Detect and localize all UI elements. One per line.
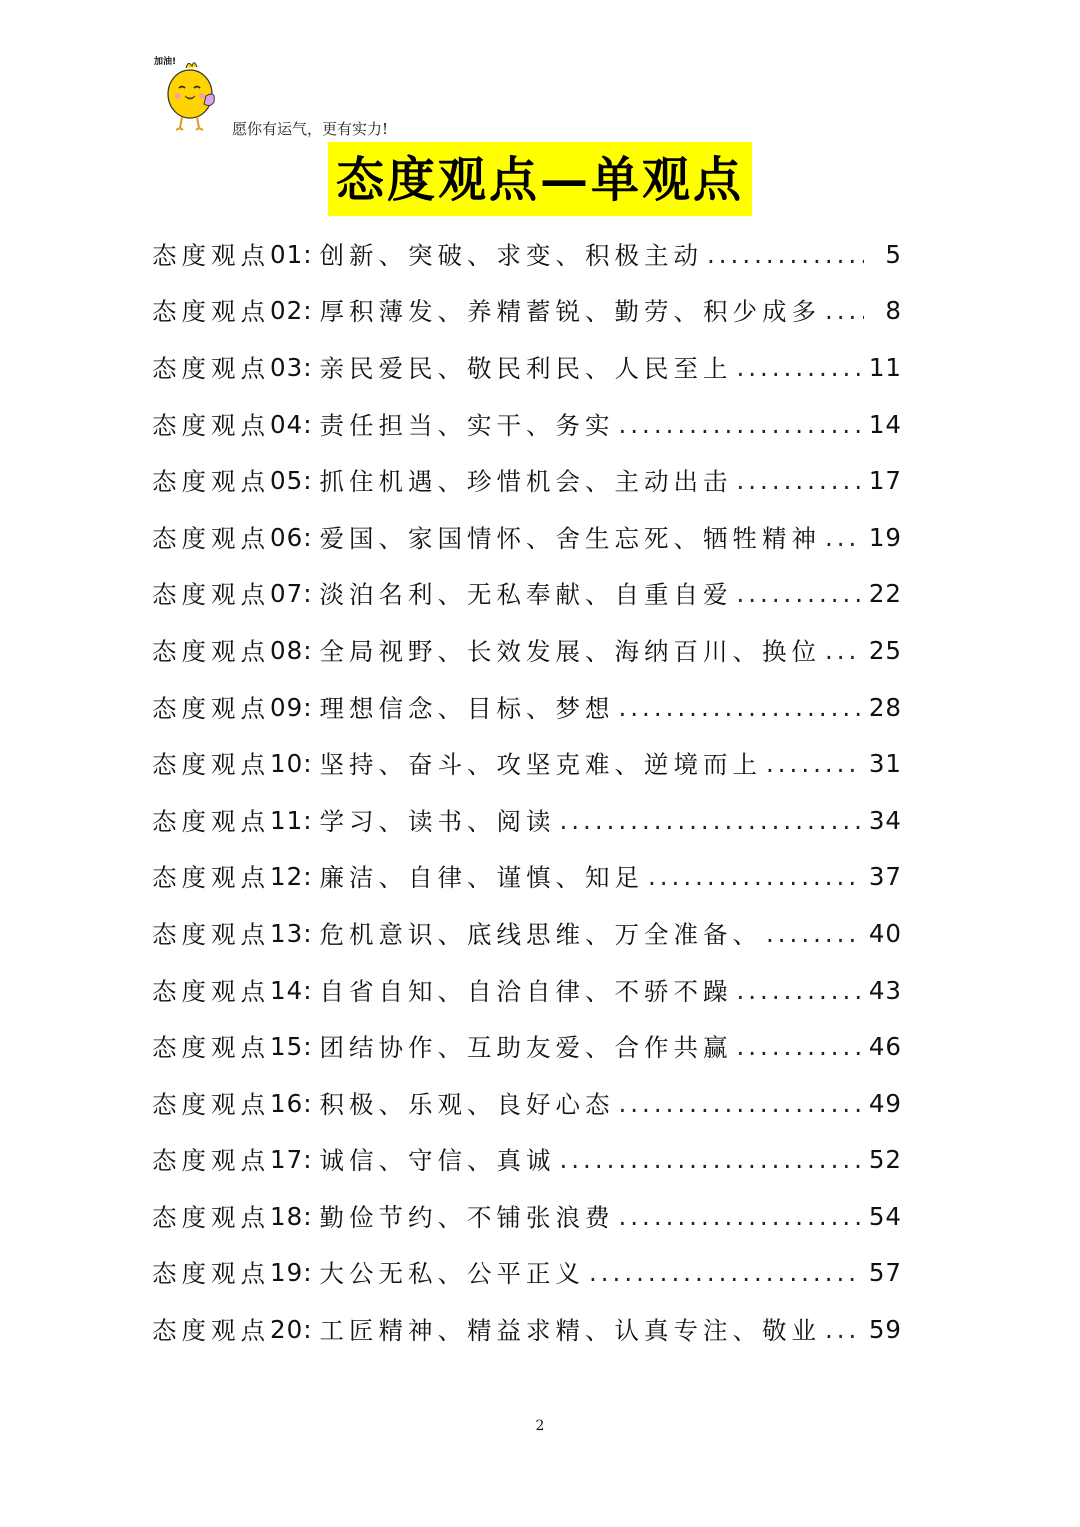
toc-entry[interactable] (152, 735, 902, 792)
toc-entry-label: 淡泊名利、无私奉献、自重自爱 (319, 580, 733, 610)
toc-entry-number: 11 (270, 805, 304, 835)
toc-entry-label: 诚信、守信、真诚 (319, 1146, 556, 1176)
toc-entry-page: 43 (868, 975, 902, 1005)
toc-entry-label: 厚积薄发、养精蓄锐、勤劳、积少成多 (319, 297, 821, 327)
section-title: 态度观点—单观点 (328, 142, 752, 216)
toc-dot-leader (589, 1258, 861, 1287)
toc-dot-leader (559, 1145, 860, 1174)
title-container (0, 142, 1080, 216)
toc-entry-prefix: 态度观点 (152, 353, 270, 383)
toc-entry-page: 54 (868, 1201, 902, 1231)
toc-entry-number: 06 (270, 522, 304, 552)
toc-entry-page: 34 (868, 805, 902, 835)
toc-entry-page: 14 (868, 409, 902, 439)
cheering-chick-mascot (152, 50, 228, 132)
toc-dot-leader (766, 749, 861, 778)
toc-entry-number: 13 (270, 918, 304, 948)
toc-entry[interactable] (152, 1245, 902, 1302)
toc-entry-number: 17 (270, 1145, 304, 1175)
toc-entry-separator: : (303, 805, 312, 835)
toc-entry-page: 17 (868, 466, 902, 496)
toc-entry-separator: : (303, 352, 312, 382)
toc-entry-label: 廉洁、自律、谨慎、知足 (319, 863, 644, 893)
toc-entry[interactable] (152, 566, 902, 623)
toc-entry[interactable] (152, 1075, 902, 1132)
toc-entry[interactable] (152, 849, 902, 906)
toc-dot-leader (766, 919, 861, 948)
toc-dot-leader (618, 693, 860, 722)
toc-entry-separator: : (303, 522, 312, 552)
toc-entry-prefix: 态度观点 (152, 636, 270, 666)
toc-entry-prefix: 态度观点 (152, 410, 270, 440)
toc-dot-leader (559, 806, 860, 835)
toc-entry-page: 22 (868, 579, 902, 609)
toc-entry[interactable] (152, 283, 902, 340)
toc-entry-separator: : (303, 749, 312, 779)
table-of-contents (152, 226, 902, 1358)
toc-entry-separator: : (303, 862, 312, 892)
toc-entry[interactable] (152, 679, 902, 736)
motto-text: 愿你有运气，更有实力! (232, 120, 389, 138)
mascot-badge-text: 加油! (154, 57, 177, 67)
toc-entry-number: 15 (270, 1032, 304, 1062)
toc-entry-page: 49 (868, 1088, 902, 1118)
toc-entry-separator: : (303, 1088, 312, 1118)
toc-entry-number: 09 (270, 692, 304, 722)
toc-entry-number: 19 (270, 1258, 304, 1288)
toc-entry-page: 8 (885, 296, 902, 326)
toc-entry-prefix: 态度观点 (152, 863, 270, 893)
toc-dot-leader (736, 466, 860, 495)
toc-entry-page: 57 (868, 1258, 902, 1288)
toc-entry[interactable] (152, 962, 902, 1019)
toc-entry-number: 14 (270, 975, 304, 1005)
toc-entry-label: 勤俭节约、不铺张浪费 (319, 1202, 615, 1232)
toc-entry-label: 大公无私、公平正义 (319, 1259, 585, 1289)
toc-entry-separator: : (303, 409, 312, 439)
toc-entry-separator: : (303, 975, 312, 1005)
toc-entry-separator: : (303, 635, 312, 665)
toc-entry-number: 12 (270, 862, 304, 892)
toc-entry-number: 16 (270, 1088, 304, 1118)
page-number: 2 (535, 1418, 545, 1434)
toc-entry-label: 团结协作、互助友爱、合作共赢 (319, 1033, 733, 1063)
toc-dot-leader (736, 976, 860, 1005)
toc-dot-leader (618, 410, 860, 439)
toc-entry-separator: : (303, 1201, 312, 1231)
toc-entry[interactable] (152, 792, 902, 849)
toc-entry-label: 抓住机遇、珍惜机会、主动出击 (319, 467, 733, 497)
toc-entry-prefix: 态度观点 (152, 580, 270, 610)
toc-entry-number: 03 (270, 352, 304, 382)
toc-entry-number: 05 (270, 466, 304, 496)
toc-entry-page: 37 (868, 862, 902, 892)
toc-entry-separator: : (303, 1258, 312, 1288)
toc-entry-number: 20 (270, 1315, 304, 1345)
toc-entry[interactable] (152, 1132, 902, 1189)
toc-entry-number: 10 (270, 749, 304, 779)
toc-entry-separator: : (303, 296, 312, 326)
toc-entry[interactable] (152, 905, 902, 962)
toc-entry-page: 28 (868, 692, 902, 722)
toc-entry-label: 坚持、奋斗、攻坚克难、逆境而上 (319, 750, 762, 780)
toc-entry-label: 理想信念、目标、梦想 (319, 693, 615, 723)
toc-dot-leader (825, 636, 861, 665)
toc-entry-separator: : (303, 579, 312, 609)
toc-entry-page: 25 (868, 635, 902, 665)
toc-entry-prefix: 态度观点 (152, 976, 270, 1006)
toc-entry-prefix: 态度观点 (152, 750, 270, 780)
toc-entry-page: 31 (868, 749, 902, 779)
toc-entry[interactable] (152, 622, 902, 679)
toc-entry-prefix: 态度观点 (152, 297, 270, 327)
toc-entry-prefix: 态度观点 (152, 693, 270, 723)
toc-dot-leader (648, 862, 861, 891)
toc-entry-page: 5 (885, 239, 902, 269)
toc-entry-prefix: 态度观点 (152, 1146, 270, 1176)
toc-entry-separator: : (303, 239, 312, 269)
toc-entry[interactable] (152, 226, 902, 283)
toc-entry-label: 爱国、家国情怀、舍生忘死、牺牲精神 (319, 523, 821, 553)
toc-entry-prefix: 态度观点 (152, 240, 270, 270)
toc-entry-prefix: 态度观点 (152, 1316, 270, 1346)
toc-entry-prefix: 态度观点 (152, 919, 270, 949)
toc-entry-label: 积极、乐观、良好心态 (319, 1089, 615, 1119)
toc-entry-separator: : (303, 692, 312, 722)
toc-entry-number: 04 (270, 409, 304, 439)
toc-entry-separator: : (303, 1032, 312, 1062)
toc-entry-number: 02 (270, 296, 304, 326)
toc-entry[interactable] (152, 1188, 902, 1245)
toc-entry-prefix: 态度观点 (152, 1033, 270, 1063)
toc-entry-label: 学习、读书、阅读 (319, 806, 556, 836)
toc-entry[interactable] (152, 1301, 902, 1358)
chick-icon (152, 50, 228, 132)
toc-dot-leader (825, 523, 861, 552)
toc-entry-number: 08 (270, 635, 304, 665)
toc-dot-leader (736, 1032, 860, 1061)
toc-dot-leader (736, 353, 860, 382)
toc-entry-page: 46 (868, 1032, 902, 1062)
toc-entry-prefix: 态度观点 (152, 1259, 270, 1289)
toc-entry-label: 全局视野、长效发展、海纳百川、换位 (319, 636, 821, 666)
toc-entry-page: 19 (868, 522, 902, 552)
toc-dot-leader (825, 1315, 861, 1344)
toc-entry-number: 07 (270, 579, 304, 609)
toc-entry-prefix: 态度观点 (152, 1202, 270, 1232)
toc-entry-number: 18 (270, 1201, 304, 1231)
toc-entry[interactable] (152, 509, 902, 566)
toc-entry-prefix: 态度观点 (152, 467, 270, 497)
toc-entry-separator: : (303, 1315, 312, 1345)
toc-entry-separator: : (303, 918, 312, 948)
toc-entry-page: 52 (868, 1145, 902, 1175)
toc-dot-leader (618, 1089, 860, 1118)
toc-dot-leader (736, 579, 860, 608)
toc-entry-page: 59 (868, 1315, 902, 1345)
toc-entry-label: 亲民爱民、敬民利民、人民至上 (319, 353, 733, 383)
toc-entry-label: 自省自知、自洽自律、不骄不躁 (319, 976, 733, 1006)
toc-entry-prefix: 态度观点 (152, 806, 270, 836)
toc-entry[interactable] (152, 1018, 902, 1075)
toc-entry-separator: : (303, 1145, 312, 1175)
toc-entry-label: 工匠精神、精益求精、认真专注、敬业 (319, 1316, 821, 1346)
toc-entry-label: 危机意识、底线思维、万全准备、 (319, 919, 762, 949)
toc-entry-number: 01 (270, 239, 304, 269)
toc-entry-label: 创新、突破、求变、积极主动 (319, 240, 703, 270)
toc-entry-prefix: 态度观点 (152, 1089, 270, 1119)
toc-dot-leader (825, 296, 864, 325)
toc-entry[interactable] (152, 396, 902, 453)
toc-entry-page: 40 (868, 918, 902, 948)
toc-entry[interactable] (152, 339, 902, 396)
toc-entry[interactable] (152, 452, 902, 509)
toc-entry-prefix: 态度观点 (152, 523, 270, 553)
toc-entry-label: 责任担当、实干、务实 (319, 410, 615, 440)
toc-dot-leader (618, 1202, 860, 1231)
toc-entry-page: 11 (868, 352, 902, 382)
toc-dot-leader (707, 240, 864, 269)
toc-entry-separator: : (303, 466, 312, 496)
